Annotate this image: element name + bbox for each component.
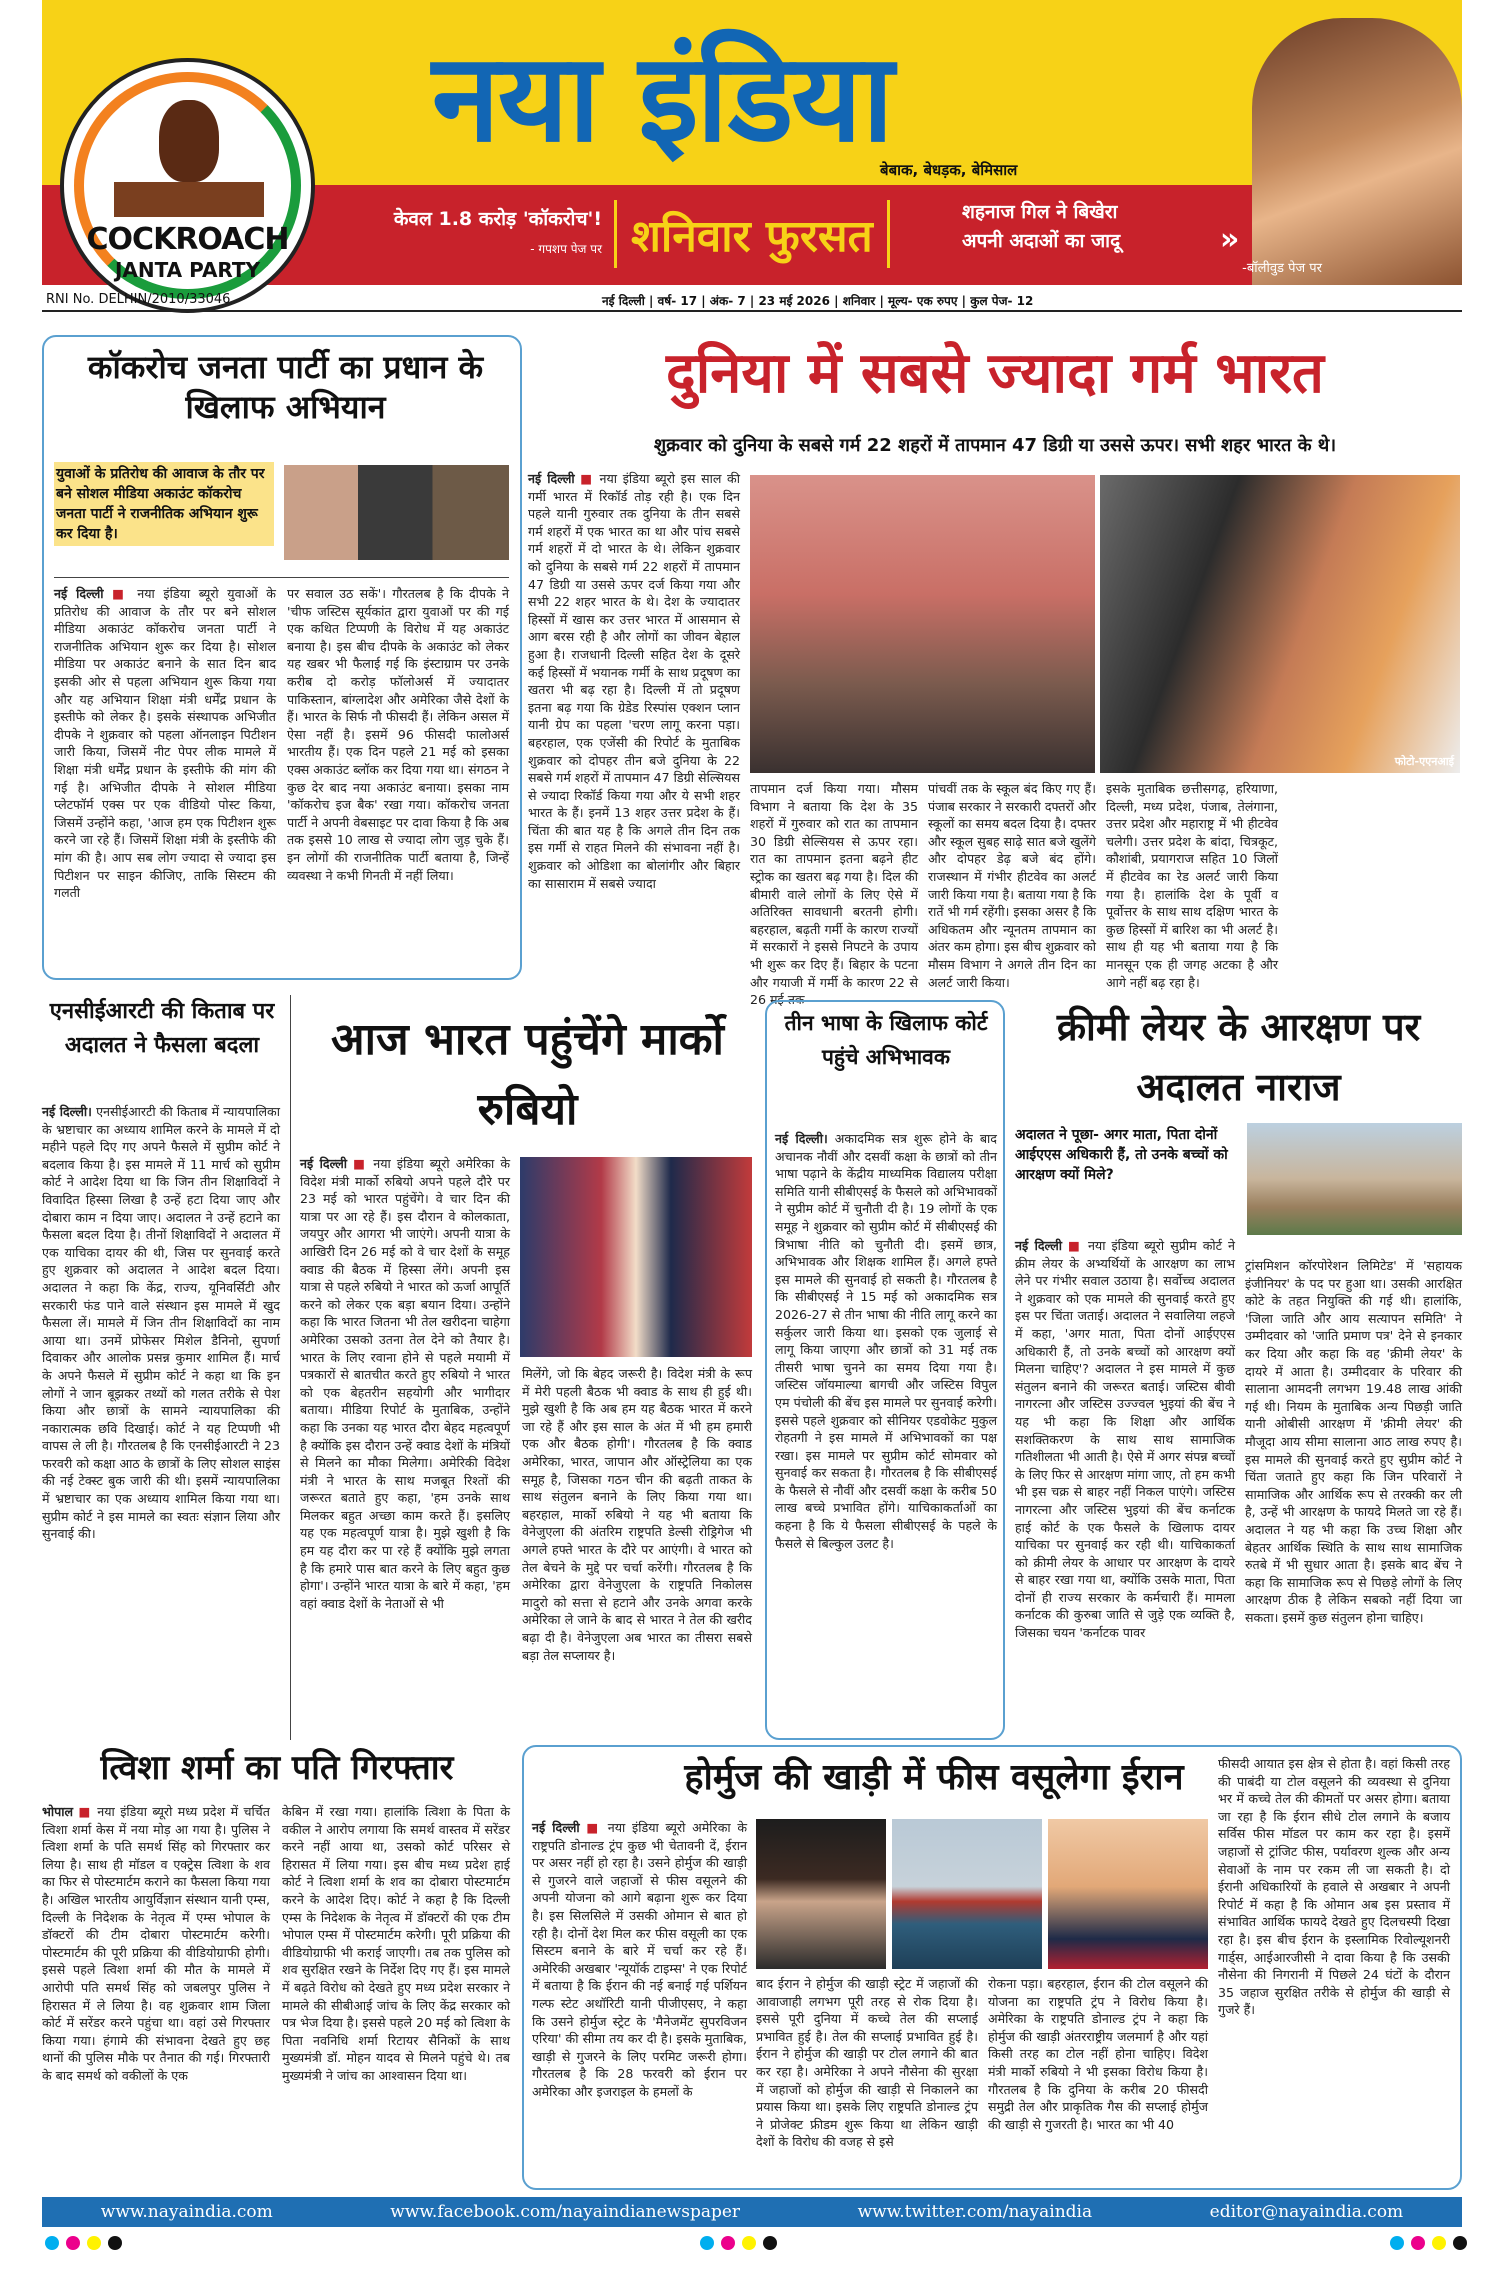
body-text: बाद ईरान ने होर्मुज की खाड़ी स्ट्रेट में जहाजों की आवाजाही लगभग पूरी तरह से रोक दिया है। इससे पूरी दुनिया में कच्चे तेल की सप्लाई प्रभावित हुई है। तेल की सप्लाई प्रभावित हुई है। ईरान ने होर्मुज की खाड़ी पर टोल लगाने की बात कर रहा है। अमेरिका ने अपने नौसेना की सुरक्षा में जहाजों को होर्मुज की खाड़ी से निकालने का प्रयास किया था। इसके लिए राष्ट्रपति डोनाल्ड ट्रंप ने प्रोजेक्ट फ्रीडम शुरू किया था लेकिन खाड़ी देशों के विरोध की वजह से इसे — [756, 1976, 978, 2150]
magenta-dot-icon — [721, 2236, 735, 2250]
teaser-bollywood-line2: अपनी अदाओं का जादू — [962, 230, 1121, 253]
yellow-dot-icon — [742, 2236, 756, 2250]
footer-facebook-link[interactable]: www.facebook.com/nayaindianewspaper — [390, 2202, 741, 2222]
cyan-dot-icon — [45, 2236, 59, 2250]
cyan-dot-icon — [700, 2236, 714, 2250]
headline[interactable]: एनसीईआरटी की किताब पर अदालत ने फैसला बदला — [49, 999, 275, 1058]
body-text: मध्य प्रदेश में चर्चित त्विशा शर्मा केस में नया मोड़ आ गया है। पुलिस ने त्विशा शर्मा के पति समर्थ सिंह को गिरफ्तार कर लिया है। साथ ही मॉडल व एक्ट्रेस त्विशा के शव का फिर से पोस्टमार्टम कराने का फैसला किया गया है। अखिल भारतीय आयुर्विज्ञान संस्थान यानी एम्स, दिल्ली के निदेशक के नेतृत्व में एम्स भोपाल के डॉक्टरों की टीम दोबारा पोस्टमार्टम करेगी। पोस्टमार्टम की पूरी प्रक्रिया की वीडियोग्राफी होगी। इससे पहले त्विशा शर्मा की मौत के मामले में आरोपी पति समर्थ सिंह को जबलपुर पुलिस ने हिरासत में ले लिया है। वह शुक्रवार शाम जिला कोर्ट में सरेंडर करने पहुंचा था। वहां उसे गिरफ्तार किया गया। हंगामे की संभावना देखते हुए छह थानों की पुलिस मौके पर तैनात की गई। गिरफ्तारी के बाद समर्थ को वकीलों के एक — [42, 1804, 270, 2083]
body-col-4 — [1106, 780, 1278, 990]
print-registration-marks-right — [1390, 2236, 1467, 2250]
body-col-4 — [1218, 1755, 1450, 2187]
body-col-2 — [1245, 1257, 1462, 1737]
magenta-dot-icon — [1411, 2236, 1425, 2250]
body-text: अमेरिका के राष्ट्रपति डोनाल्ड ट्रंप कुछ भी चेतावनी दें, ईरान पर असर नहीं हो रहा है। उसने होर्मुज की खाड़ी से गुजरने वाले जहाजों से फीस वसूलने की अपनी योजना को आगे बढ़ाना शुरू कर दिया है। इस सिलसिले में उसकी ओमान से बात हो रही है। दोनों देश मिल कर फीस वसूली का एक सिस्टम बनाने के बारे में चर्चा कर रहे हैं। अमेरिकी अखबार 'न्यूयॉर्क टाइम्स' ने एक रिपोर्ट में बताया है कि ईरान की नई बनाई गई पर्शियन गल्फ स्टेट अथॉरिटी यानी पीजीएसए, ने कहा कि उसने होर्मुज स्ट्रेट के 'मैनेजमेंट सुपरविजन एरिया' की सीमा तय कर दी है। इसके मुताबिक, खाड़ी से गुजरने के लिए परमिट जरूरी होगा। गौरतलब है कि 28 फरवरी को ईरान पर अमेरिका और इजराइल के हमलों के — [532, 1820, 748, 2099]
body-col-2 — [750, 780, 918, 1008]
heatwave-photo-man[interactable] — [750, 475, 1095, 773]
article-cockroach-party — [42, 335, 522, 980]
yellow-dot-icon — [1432, 2236, 1446, 2250]
deck: अदालत ने पूछा- अगर माता, पिता दोनों आईएएस अधिकारी हैं, तो उनके बच्चों को आरक्षण क्यों मिले? — [1015, 1127, 1228, 1183]
teaser-gapshap-page: - गपशप पेज पर — [530, 242, 602, 256]
body-text: तापमान दर्ज किया गया। मौसम विभाग ने बताया कि देश के 35 शहरों में गुरुवार को रात का तापमान 30 डिग्री सेल्सियस से ऊपर रहा। रात का तापमान इतना बढ़ने हीट स्ट्रोक का खतरा बढ़ गया है। दिल की बीमारी वाले लोगों के लिए ऐसे में अतिरिक्त सावधानी बरतनी होगी। बहरहाल, बढ़ती गर्मी के कारण राज्यों में सरकारों ने इससे निपटने के उपाय भी शुरू कर दिए हैं। बिहार के पटना और गयाजी में गर्मी के कारण 22 से 26 मई तक — [750, 781, 918, 1008]
byline-source: नया इंडिया ब्यूरो — [137, 586, 219, 601]
black-dot-icon — [1453, 2236, 1467, 2250]
actress-photo[interactable] — [1252, 18, 1462, 285]
body-col-2 — [522, 1365, 752, 1740]
body-col-2 — [756, 1975, 978, 2187]
byline-place: नई दिल्ली — [528, 471, 575, 486]
body-text: युवाओं के प्रतिरोध की आवाज के तौर पर बने सोशल मीडिया अकाउंट कॉकरोच जनता पार्टी ने राजनीतिक अभियान शुरू कर दिया है। सोशल मीडिया पर अकाउंट बनाने के सात दिन बाद इसकी ओर से पहला अभियान शुरू किया गया और यह अभियान शिक्षा मंत्री धर्मेंद्र प्रधान के इस्तीफे को लेकर है। इसके संस्थापक अभिजीत दीपके ने शुक्रवार को पहला ऑनलाइन पिटीशन जारी किया, जिसमें नीट पेपर लीक मामले में शिक्षा मंत्री धर्मेंद्र प्रधान के इस्तीफे की मांग की गई है। अभिजीत दीपके ने सोशल मीडिया प्लेटफॉर्म एक्स पर एक वीडियो पोस्ट किया, जिसमें उन्होंने कहा, 'आज हम एक पिटीशन शुरू करने जा रहे हैं। जिसमें शिक्षा मंत्री के इस्तीफे की मांग की है। आप सब लोग ज्यादा से ज्यादा इस पिटीशन पर साइन कीजिए, ताकि सिस्टम की गलती — [54, 586, 276, 901]
body-col-1 — [1015, 1237, 1235, 1737]
iran-leader-photo[interactable] — [756, 1819, 886, 1969]
body-col-1 — [532, 1819, 747, 2187]
byline-place: नई दिल्ली। — [775, 1131, 828, 1146]
article-creamy-layer — [1015, 995, 1462, 1740]
body-text: इस साल की गर्मी भारत में रिकॉर्ड तोड़ रही है। एक दिन पहले यानी गुरुवार तक दुनिया के तीन सबसे गर्म शहरों में एक भारत का था और पांच सबसे गर्म शहरों में दो भारत के थे। लेकिन शुक्रवार को दुनिया के सबसे गर्म 22 शहरों में तापमान 47 डिग्री या उससे ऊपर दर्ज किया गया और सभी 22 शहर भारत के थे। देश के ज्यादातर हिस्सों में खास कर उत्तर भारत में आसमान से आग बरस रही है और लोगों का जीवन बेहाल हुआ है। राजधानी दिल्ली सहित देश के दूसरे कई हिस्सों में भयानक गर्मी के साथ प्रदूषण का खतरा भी बढ़ रहा है। दिल्ली में तो प्रदूषण इतना बढ़ गया कि ग्रेडेड रिस्पांस एक्शन प्लान यानी ग्रेप का पहला 'चरण लागू करना पड़ा। बहरहाल, एक एजेंसी की रिपोर्ट के मुताबिक शुक्रवार को दोपहर तीन बजे दुनिया के 22 सबसे गर्म शहरों में तापमान 47 डिग्री सेल्सियस से ज्यादा रिकॉर्ड किया गया और ये सभी शहर भारत के हैं। इनमें 13 शहर उत्तर प्रदेश के हैं। चिंता की बात यह है कि अगले तीन दिन तक इस गर्मी से राहत मिलने की संभावना नहीं है। शुक्रवार को ओडिशा का बोलांगीर और बिहार का सासाराम में सबसे ज्यादा — [528, 471, 740, 891]
body-text: एनसीईआरटी की किताब में न्यायपालिका के भ्रष्टाचार का अध्याय शामिल करने के मामले में दो महीने पहले दिए गए अपने फैसले में सुप्रीम कोर्ट ने बदलाव किया है। इस मामले में 11 मार्च को सुप्रीम कोर्ट ने आदेश दिया था कि जिन तीन शिक्षाविदों ने विवादित हिस्सा लिखा है उन्हें हटा दिया जाए और दोबारा काम न दिया जाए। अदालत ने उन्हें हटाने का फैसला बदल दिया है। तीनों शिक्षाविदों ने अदालत में एक याचिका दायर की थी, जिस पर सुनवाई करते हुए शुक्रवार को अदालत ने आदेश बदल दिया। अदालत ने कहा कि केंद्र, राज्य, यूनिवर्सिटी और सरकारी फंड पाने वाले संस्थान इस मामले में खुद फैसला लें। मामले में जिन तीन शिक्षाविदों का नाम आया था। उनमें प्रोफेसर मिशेल डैनिनो, सुपर्णा दिवाकर और आलोक प्रसन्न कुमार शामिल हैं। मार्च के अपने फैसले में सुप्रीम कोर्ट ने कहा था कि इन लोगों ने जान बूझकर तथ्यों को गलत तरीके से पेश किया और छात्रों के सामने न्यायपालिका की नकारात्मक छवि दिखाई। कोर्ट ने यह टिप्पणी भी वापस ले ली है। गौरतलब है कि एनसीईआरटी ने 23 फरवरी को कक्षा आठ के छात्रों के लिए सोशल साइंस की नई टेक्स्ट बुक जारी की थी। इसमें न्यायपालिका में भ्रष्टाचार का एक अध्याय शामिल किया गया था। सुप्रीम कोर्ट ने इस मामले का स्वतः संज्ञान लिया और सुनवाई की। — [42, 1104, 280, 1542]
body-text: अमेरिका के विदेश मंत्री मार्को रुबियो अपने पहले दौरे पर 23 मई को भारत पहुंचेंगे। वे चार दिन की यात्रा पर आ रहे हैं। इस दौरान वे कोलकाता, जयपुर और आगरा भी जाएंगे। अपनी यात्रा के आखिरी दिन 26 मई को वे चार देशों के समूह क्वाड की बैठक में हिस्सा लेंगे। अपनी इस यात्रा से पहले रुबियो ने भारत को ऊर्जा आपूर्ति करने को लेकर एक बड़ा बयान दिया। उन्होंने कहा कि भारत जितना भी तेल खरीदना चाहेगा अमेरिका उसको उतना तेल देने को तैयार है। भारत के लिए रवाना होने से पहले मयामी में पत्रकारों से बातचीत करते हुए रुबियो ने भारत को एक बेहतरीन सहयोगी और भागीदार बताया। मीडिया रिपोर्ट के मुताबिक, उन्होंने कहा कि उनका यह भारत दौरा बेहद महत्वपूर्ण है क्योंकि इस दौरान उन्हें क्वाड देशों के मंत्रियों से मिलने का मौका मिलेगा। अमेरिकी विदेश मंत्री ने भारत के साथ मजबूत रिश्तों की जरूरत बताते हुए कहा, 'हम उनके साथ मिलकर बहुत अच्छा काम करते हैं। इसलिए यह एक महत्वपूर्ण यात्रा है। मुझे खुशी है कि हम यह दौरा कर पा रहे हैं क्योंकि मुझे लगता है कि हमारे पास बात करने के लिए बहुत कुछ होगा'। उन्होंने भारत यात्रा के बारे में कहा, 'हम वहां क्वाड देशों के नेताओं से भी — [300, 1156, 511, 1611]
cyan-dot-icon — [1390, 2236, 1404, 2250]
divider — [54, 577, 509, 578]
body-text: पांचवीं तक के स्कूल बंद किए गए हैं। पंजाब सरकार ने सरकारी दफ्तरों और स्कूलों का समय बदल दिया है। दफ्तर और स्कूल सुबह साढ़े सात बजे खुलेंगे और दोपहर डेढ़ बजे बंद होंगे। राजस्थान में गंभीर हीटवेव का अलर्ट जारी किया गया है। बताया गया है कि रातें भी गर्म रहेंगी। इसका असर है कि अधिकतम और न्यूनतम तापमान का अंतर कम होगा। इस बीच शुक्रवार को मौसम विभाग ने अगले तीन दिन का अलर्ट जारी किया। — [928, 781, 1096, 990]
bullet-square-icon: ■ — [580, 471, 594, 486]
print-registration-marks-left — [45, 2236, 122, 2250]
body-text: ट्रांसमिशन कॉरपोरेशन लिमिटेड' में 'सहायक इंजीनियर' के पद पर हुआ था। उसकी आरक्षित कोटे के तहत नियुक्ति की गई थी। हालांकि, 'जिला जाति और आय सत्यापन समिति' ने उम्मीदवार को 'जाति प्रमाण पत्र' देने से इनकार कर दिया और कहा कि वह 'क्रीमी लेयर' के दायरे में आता है। उम्मीदवार के परिवार की सालाना आमदनी लगभग 19.48 लाख आंकी गई थी। नियम के मुताबिक अन्य पिछड़ी जाति यानी ओबीसी आरक्षण में 'क्रीमी लेयर' की मौजूदा आय सीमा सालाना आठ लाख रुपए है। इस मामले की सुनवाई करते हुए सुप्रीम कोर्ट ने चिंता जताते हुए कहा कि जिन परिवारों ने सामाजिक और आर्थिक रूप से तरक्की कर ली है, उन्हें भी आरक्षण के फायदे मिलते जा रहे हैं। अदालत ने यह भी कहा कि उच्च शिक्षा और बेहतर आर्थिक स्थिति के साथ साथ सामाजिक रुतबे में भी सुधार आता है। इसके बाद बेंच ने कहा कि सामाजिक रूप से पिछड़े लोगों के लिए आरक्षण ठीक है लेकिन सबको नहीं दिया जा सकता। इसमें कुछ संतुलन होना चाहिए। — [1245, 1258, 1462, 1625]
dateline-row — [42, 290, 1462, 312]
headline[interactable]: होर्मुज की खाड़ी में फीस वसूलेगा ईरान — [684, 1757, 1184, 1798]
section-name: शनिवार फुरसत — [614, 200, 890, 268]
byline-place: नई दिल्ली — [54, 586, 104, 601]
black-dot-icon — [108, 2236, 122, 2250]
byline-source: नया इंडिया ब्यूरो — [607, 1820, 686, 1835]
body-col-2 — [282, 1803, 510, 2188]
headline[interactable]: क्रीमी लेयर के आरक्षण पर अदालत नाराज — [1056, 1005, 1421, 1109]
article-rubio — [300, 995, 755, 1740]
footer-email-link[interactable]: editor@nayaindia.com — [1209, 2202, 1404, 2222]
dateline: नई दिल्ली | वर्ष- 17 | अंक- 7 | 23 मई 2026 | शनिवार | मूल्य- एक रुपए | कुल पेज- 12 — [602, 294, 1034, 308]
chevron-right-icon: » — [1220, 222, 1240, 257]
headline[interactable]: कॉकरोच जनता पार्टी का प्रधान के खिलाफ अभियान — [87, 348, 484, 426]
deck: शुक्रवार को दुनिया के सबसे गर्म 22 शहरों में तापमान 47 डिग्री या उससे ऊपर। सभी शहर भारत के थे। — [653, 435, 1337, 456]
article-ncert — [42, 995, 282, 1740]
body-col-1 — [42, 1103, 280, 1738]
column-divider — [290, 995, 291, 1740]
article-twisha-sharma — [42, 1745, 512, 2190]
party-logo — [60, 58, 315, 313]
byline-source: नया इंडिया ब्यूरो — [599, 471, 676, 486]
body-col-2 — [287, 585, 509, 973]
logo-wall-icon — [114, 182, 264, 217]
headline[interactable]: दुनिया में सबसे ज्यादा गर्म भारत — [666, 341, 1324, 406]
oil-tanker-photo[interactable] — [892, 1819, 1042, 1969]
byline-place: नई दिल्ली। — [42, 1104, 92, 1119]
summary: युवाओं के प्रतिरोध की आवाज के तौर पर बने सोशल मीडिया अकाउंट कॉकरोच जनता पार्टी ने राजनीतिक अभियान शुरू कर दिया है। — [54, 462, 274, 546]
yellow-dot-icon — [87, 2236, 101, 2250]
bullet-square-icon: ■ — [112, 586, 129, 601]
headline[interactable]: त्विशा शर्मा का पति गिरफ्तार — [100, 1748, 454, 1788]
teaser-bollywood-page: -बॉलीवुड पेज पर — [1242, 261, 1322, 276]
body-text: अकादमिक सत्र शुरू होने के बाद अचानक नौवीं और दसवीं कक्षा के छात्रों को तीन भाषा पढ़ाने के केंद्रीय माध्यमिक विद्यालय परीक्षा समिति यानी सीबीएसई के फैसले को अभिभावकों ने सुप्रीम कोर्ट में चुनौती दी है। 19 लोगों के एक समूह ने शुक्रवार को सुप्रीम कोर्ट में सीबीएसई की त्रिभाषा नीति को चुनौती दी। इसमें छात्र, अभिभावक और शिक्षक शामिल हैं। अगले हफ्ते इस मामले की सुनवाई हो सकती है। गौरतलब है कि सीबीएसई ने 15 मई को अकादमिक सत्र 2026-27 से तीन भाषा की नीति लागू करने का सर्कुलर जारी किया था। इसको एक जुलाई से लागू किया जाएगा और छात्रों को 31 मई तक तीसरी भाषा चुनने का समय दिया गया है। जस्टिस जॉयमाल्या बागची और जस्टिस विपुल एम पंचोली की बेंच इस मामले पर सुनवाई करेगी। इससे पहले शुक्रवार को सीनियर एडवोकेट मुकुल रोहतगी ने इस मामले में अभिभावकों का पक्ष रखा। इस मामले पर सुप्रीम कोर्ट सोमवार को सुनवाई कर सकता है। गौरतलब है कि सीबीएसई के फैसले से नौवीं और दसवीं कक्षा के करीब 50 लाख बच्चे प्रभावित होंगे। याचिकाकर्ताओं का कहना है कि ये फैसला सीबीएसई के पहले के फैसले से बिल्कुल उलट है। — [775, 1131, 997, 1551]
cockroach-icon — [159, 100, 219, 182]
magenta-dot-icon — [66, 2236, 80, 2250]
footer-twitter-link[interactable]: www.twitter.com/nayaindia — [857, 2202, 1093, 2222]
logo-name: COCKROACH — [86, 222, 289, 257]
byline-source: नया इंडिया ब्यूरो — [1087, 1238, 1165, 1253]
print-registration-marks-center — [700, 2236, 777, 2250]
byline-place: नई दिल्ली — [1015, 1238, 1062, 1253]
bullet-square-icon: ■ — [586, 1820, 602, 1835]
teaser-gapshap[interactable]: केवल 1.8 करोड़ 'कॉकरोच'! — [393, 208, 602, 230]
byline-source: नया इंडिया ब्यूरो — [373, 1156, 450, 1171]
body-text: केबिन में रखा गया। हालांकि त्विशा के पिता के वकील ने आरोप लगाया कि समर्थ वास्तव में सरेंडर करने नहीं आया था, उसको कोर्ट परिसर से हिरासत में लिया गया। इस बीच मध्य प्रदेश हाई कोर्ट ने त्विशा शर्मा के शव का दोबारा पोस्टमार्टम करने के आदेश दिए। कोर्ट ने कहा है कि दिल्ली एम्स के निदेशक के नेतृत्व में डॉक्टरों की एक टीम भोपाल एम्स में पोस्टमार्टम करेगी। पूरी प्रक्रिया की वीडियोग्राफी भी कराई जाएगी। तब तक पुलिस को शव सुरक्षित रखने के निर्देश दिए गए हैं। इस मामले में बढ़ते विरोध को देखते हुए मध्य प्रदेश सरकार ने मामले की सीबीआई जांच के लिए केंद्र सरकार को पत्र भेज दिया है। इससे पहले 20 मई को त्विशा के पिता नवनिधि शर्मा रिटायर सैनिकों के साथ मुख्यमंत्री डॉ. मोहन यादव से मिलने पहुंचे थे। तब मुख्यमंत्री ने जांच का आश्वासन दिया था। — [282, 1804, 510, 2083]
body-text: सुप्रीम कोर्ट ने क्रीम लेयर के अभ्यर्थियों के आरक्षण का लाभ लेने पर गंभीर सवाल उठाया है। सर्वोच्च अदालत ने शुक्रवार को एक मामले की सुनवाई करते हुए इस पर चिंता जताई। अदालत ने सवालिया लहजे में कहा, 'अगर माता, पिता दोनों आईएएस अधिकारी हैं, तो उनके बच्चों को आरक्षण क्यों मिलना चाहिए'? अदालत ने इस मामले में कुछ संतुलन बनाने की जरूरत बताई। जस्टिस बीवी नागरत्ना और जस्टिस उज्ज्वल भुइयां की बेंच ने यह भी कहा कि शिक्षा और आर्थिक सशक्तिकरण के साथ साथ सामाजिक गतिशीलता भी आती है। ऐसे में अगर संपन्न बच्चों के लिए फिर से आरक्षण मांगा जाए, तो हम कभी भी इस चक्र से बाहर नहीं निकल पाएंगे। जस्टिस नागरत्ना और जस्टिस भुइयां की बेंच कर्नाटक हाई कोर्ट के एक फैसले के खिलाफ दायर याचिका पर सुनवाई कर रही थी। याचिकाकर्ता को क्रीमी लेयर के आधार पर आरक्षण के दायरे से बाहर रखा गया था, क्योंकि उसके माता, पिता दोनों ही राज्य सरकार के कर्मचारी हैं। मामला कर्नाटक की कुरुबा जाति से जुड़े एक व्यक्ति है, जिसका चयन 'कर्नाटक पावर — [1015, 1238, 1235, 1641]
bullet-square-icon: ■ — [1068, 1238, 1082, 1253]
body-col-1 — [775, 1130, 997, 1735]
byline-source: नया इंडिया ब्यूरो — [97, 1804, 173, 1819]
heatwave-photo-women[interactable] — [1100, 475, 1460, 773]
bullet-square-icon: ■ — [353, 1156, 368, 1171]
supreme-court-photo[interactable] — [1247, 1123, 1462, 1235]
article-heatwave — [528, 335, 1462, 1008]
body-text: इसके मुताबिक छत्तीसगढ़, हरियाणा, दिल्ली, मध्य प्रदेश, पंजाब, तेलंगाना, उत्तर प्रदेश और महाराष्ट्र में भी हीटवेव चलेगी। उत्तर प्रदेश के बांदा, चित्रकूट, कौशांबी, प्रयागराज सहित 10 जिलों में हीटवेव का रेड अलर्ट जारी किया गया है। हालांकि देश के पूर्वी व पूर्वोत्तर के साथ साथ दक्षिण भारत के कुछ हिस्सों में बारिश का भी अलर्ट है। साथ ही यह भी बताया गया है कि मानसून एक ही जगह अटका है और आगे नहीं बढ़ रहा है। — [1106, 781, 1278, 990]
newspaper-title: नया इंडिया — [432, 27, 892, 169]
body-text: पर सवाल उठ सकें'। गौरतलब है कि दीपके ने 'चीफ जस्टिस सूर्यकांत द्वारा युवाओं पर की गई एक कथित टिप्पणी के विरोध में यह अकाउंट बनाया है। इस बीच दीपके के अकाउंट को लेकर यह खबर भी फैलाई गई कि इंस्टाग्राम पर उनके करीब दो करोड़ फॉलोअर्स में ज्यादातर पाकिस्तान, बांग्लादेश और अमेरिका जैसे देशों के हैं। भारत के सिर्फ नौ फीसदी हैं। लेकिन असल में ऐसा नहीं है। इसमें 96 फीसदी फालोअर्स भारतीय हैं। एक दिन पहले 21 मई को इसका एक्स अकाउंट ब्लॉक कर दिया गया था। संगठन ने कुछ देर बाद नया अकाउंट बनाया। इसका नाम 'कॉकरोच इज बैक' रखा गया। कॉकरोच जनता पार्टी ने अपनी वेबसाइट पर दावा किया है कि अब तक इससे 10 लाख से ज्यादा लोग जुड़ चुके हैं। इन लोगों की राजनीतिक पार्टी बताया है, जिन्हें व्यवस्था ने कभी गिनती में नहीं लिया। — [287, 586, 509, 883]
byline-place: भोपाल — [42, 1804, 74, 1819]
logo-sub: JANTA PARTY — [114, 258, 261, 282]
trump-photo[interactable] — [1048, 1819, 1208, 1969]
body-col-1 — [300, 1155, 510, 1740]
body-col-1 — [54, 585, 276, 973]
footer-bar — [42, 2197, 1462, 2227]
headline[interactable]: तीन भाषा के खिलाफ कोर्ट पहुंचे अभिभावक — [784, 1011, 988, 1069]
body-text: फीसदी आयात इस क्षेत्र से होता है। वहां किसी तरह की पाबंदी या टोल वसूलने की व्यवस्था से दुनिया भर में कच्चे तेल की कीमतों पर असर होगा। बताया जा रहा है कि ईरान सीधे टोल लगाने के बजाय सर्विस फीस मॉडल पर काम कर रहा है। इसमें जहाजों से ट्रांजिट फीस, पर्यावरण शुल्क और अन्य सेवाओं के नाम पर रकम ली जा सकती है। दो ईरानी अधिकारियों के हवाले से अखबार ने अपनी रिपोर्ट में कहा है कि ओमान अब इस प्रस्ताव में संभावित आर्थिक फायदे देखते हुए दिलचस्पी दिखा रहा है। इस बीच ईरान के इस्लामिक रिवोल्यूशनरी गार्ड्स, आईआरजीसी ने दावा किया है कि उसकी नौसेना की निगरानी में पिछले 24 घंटों के दौरान 35 जहाज सुरक्षित तरीके से होर्मुज की खाड़ी से गुजरे हैं। — [1218, 1756, 1450, 2018]
newspaper-tagline: बेबाक, बेधड़क, बेमिसाल — [880, 161, 1018, 179]
body-col-3 — [928, 780, 1096, 990]
photo-credit: फोटो-एएनआई — [1394, 755, 1454, 768]
teaser-bollywood-line1: शहनाज गिल ने बिखेरा — [962, 201, 1118, 223]
byline-place: नई दिल्ली — [532, 1820, 580, 1835]
petition-photo[interactable] — [284, 465, 509, 560]
teaser-bollywood[interactable] — [962, 198, 1222, 257]
body-text: मिलेंगे, जो कि बेहद जरूरी है। विदेश मंत्री के रूप में मेरी पहली बैठक भी क्वाड के साथ ही हुई थी। मुझे खुशी है कि अब हम यह बैठक भारत में करने जा रहे हैं और इस साल के अंत में भी हम हमारी एक और बैठक होगी'। गौरतलब है कि क्वाड अमेरिका, भारत, जापान और ऑस्ट्रेलिया का एक समूह है, जिसका गठन चीन की बढ़ती ताकत के साथ संतुलन बनाने के लिए किया गया था। बहरहाल, मार्को रुबियो ने यह भी बताया कि वेनेजुएला की अंतरिम राष्ट्रपति डेल्सी रोड्रिगेज भी अगले हफ्ते भारत के दौरे पर आएंगी। वे भारत को तेल बेचने के मुद्दे पर चर्चा करेंगी। गौरतलब है कि अमेरिका द्वारा वेनेजुएला के राष्ट्रपति निकोलस मादुरो को सत्ता से हटाने और उनके अगवा करके अमेरिका ले जाने के बाद से भारत ने तेल की खरीद बढ़ा दी है। वेनेजुएला अब भारत का तीसरा सबसे बड़ा तेल सप्लायर है। — [522, 1366, 752, 1663]
headline[interactable]: आज भारत पहुंचेंगे मार्को रुबियो — [331, 1014, 724, 1135]
body-col-3 — [988, 1975, 1208, 2187]
body-text: रोकना पड़ा। बहरहाल, ईरान की टोल वसूलने की योजना का राष्ट्रपति ट्रंप ने विरोध किया है। अमेरिका के राष्ट्रपति डोनाल्ड ट्रंप ने कहा कि होर्मुज की खाड़ी अंतरराष्ट्रीय जलमार्ग है और यहां किसी तरह का टोल नहीं होना चाहिए। विदेश मंत्री मार्को रुबियो ने भी इसका विरोध किया है। गौरतलब है कि दुनिया के करीब 20 फीसदी समुद्री तेल और प्राकृतिक गैस की सप्लाई होर्मुज की खाड़ी से गुजरती है। भारत का भी 40 — [988, 1976, 1208, 2132]
rubio-photo[interactable] — [520, 1157, 752, 1357]
body-col-1 — [528, 470, 740, 985]
rni-number: RNI No. DELHIN/2010/33046 — [46, 292, 231, 307]
body-col-1 — [42, 1803, 270, 2188]
article-three-language — [765, 1000, 1005, 1740]
footer-website-link[interactable]: www.nayaindia.com — [100, 2202, 273, 2222]
bullet-square-icon: ■ — [78, 1804, 92, 1819]
black-dot-icon — [763, 2236, 777, 2250]
article-hormuz — [522, 1745, 1462, 2190]
byline-place: नई दिल्ली — [300, 1156, 348, 1171]
